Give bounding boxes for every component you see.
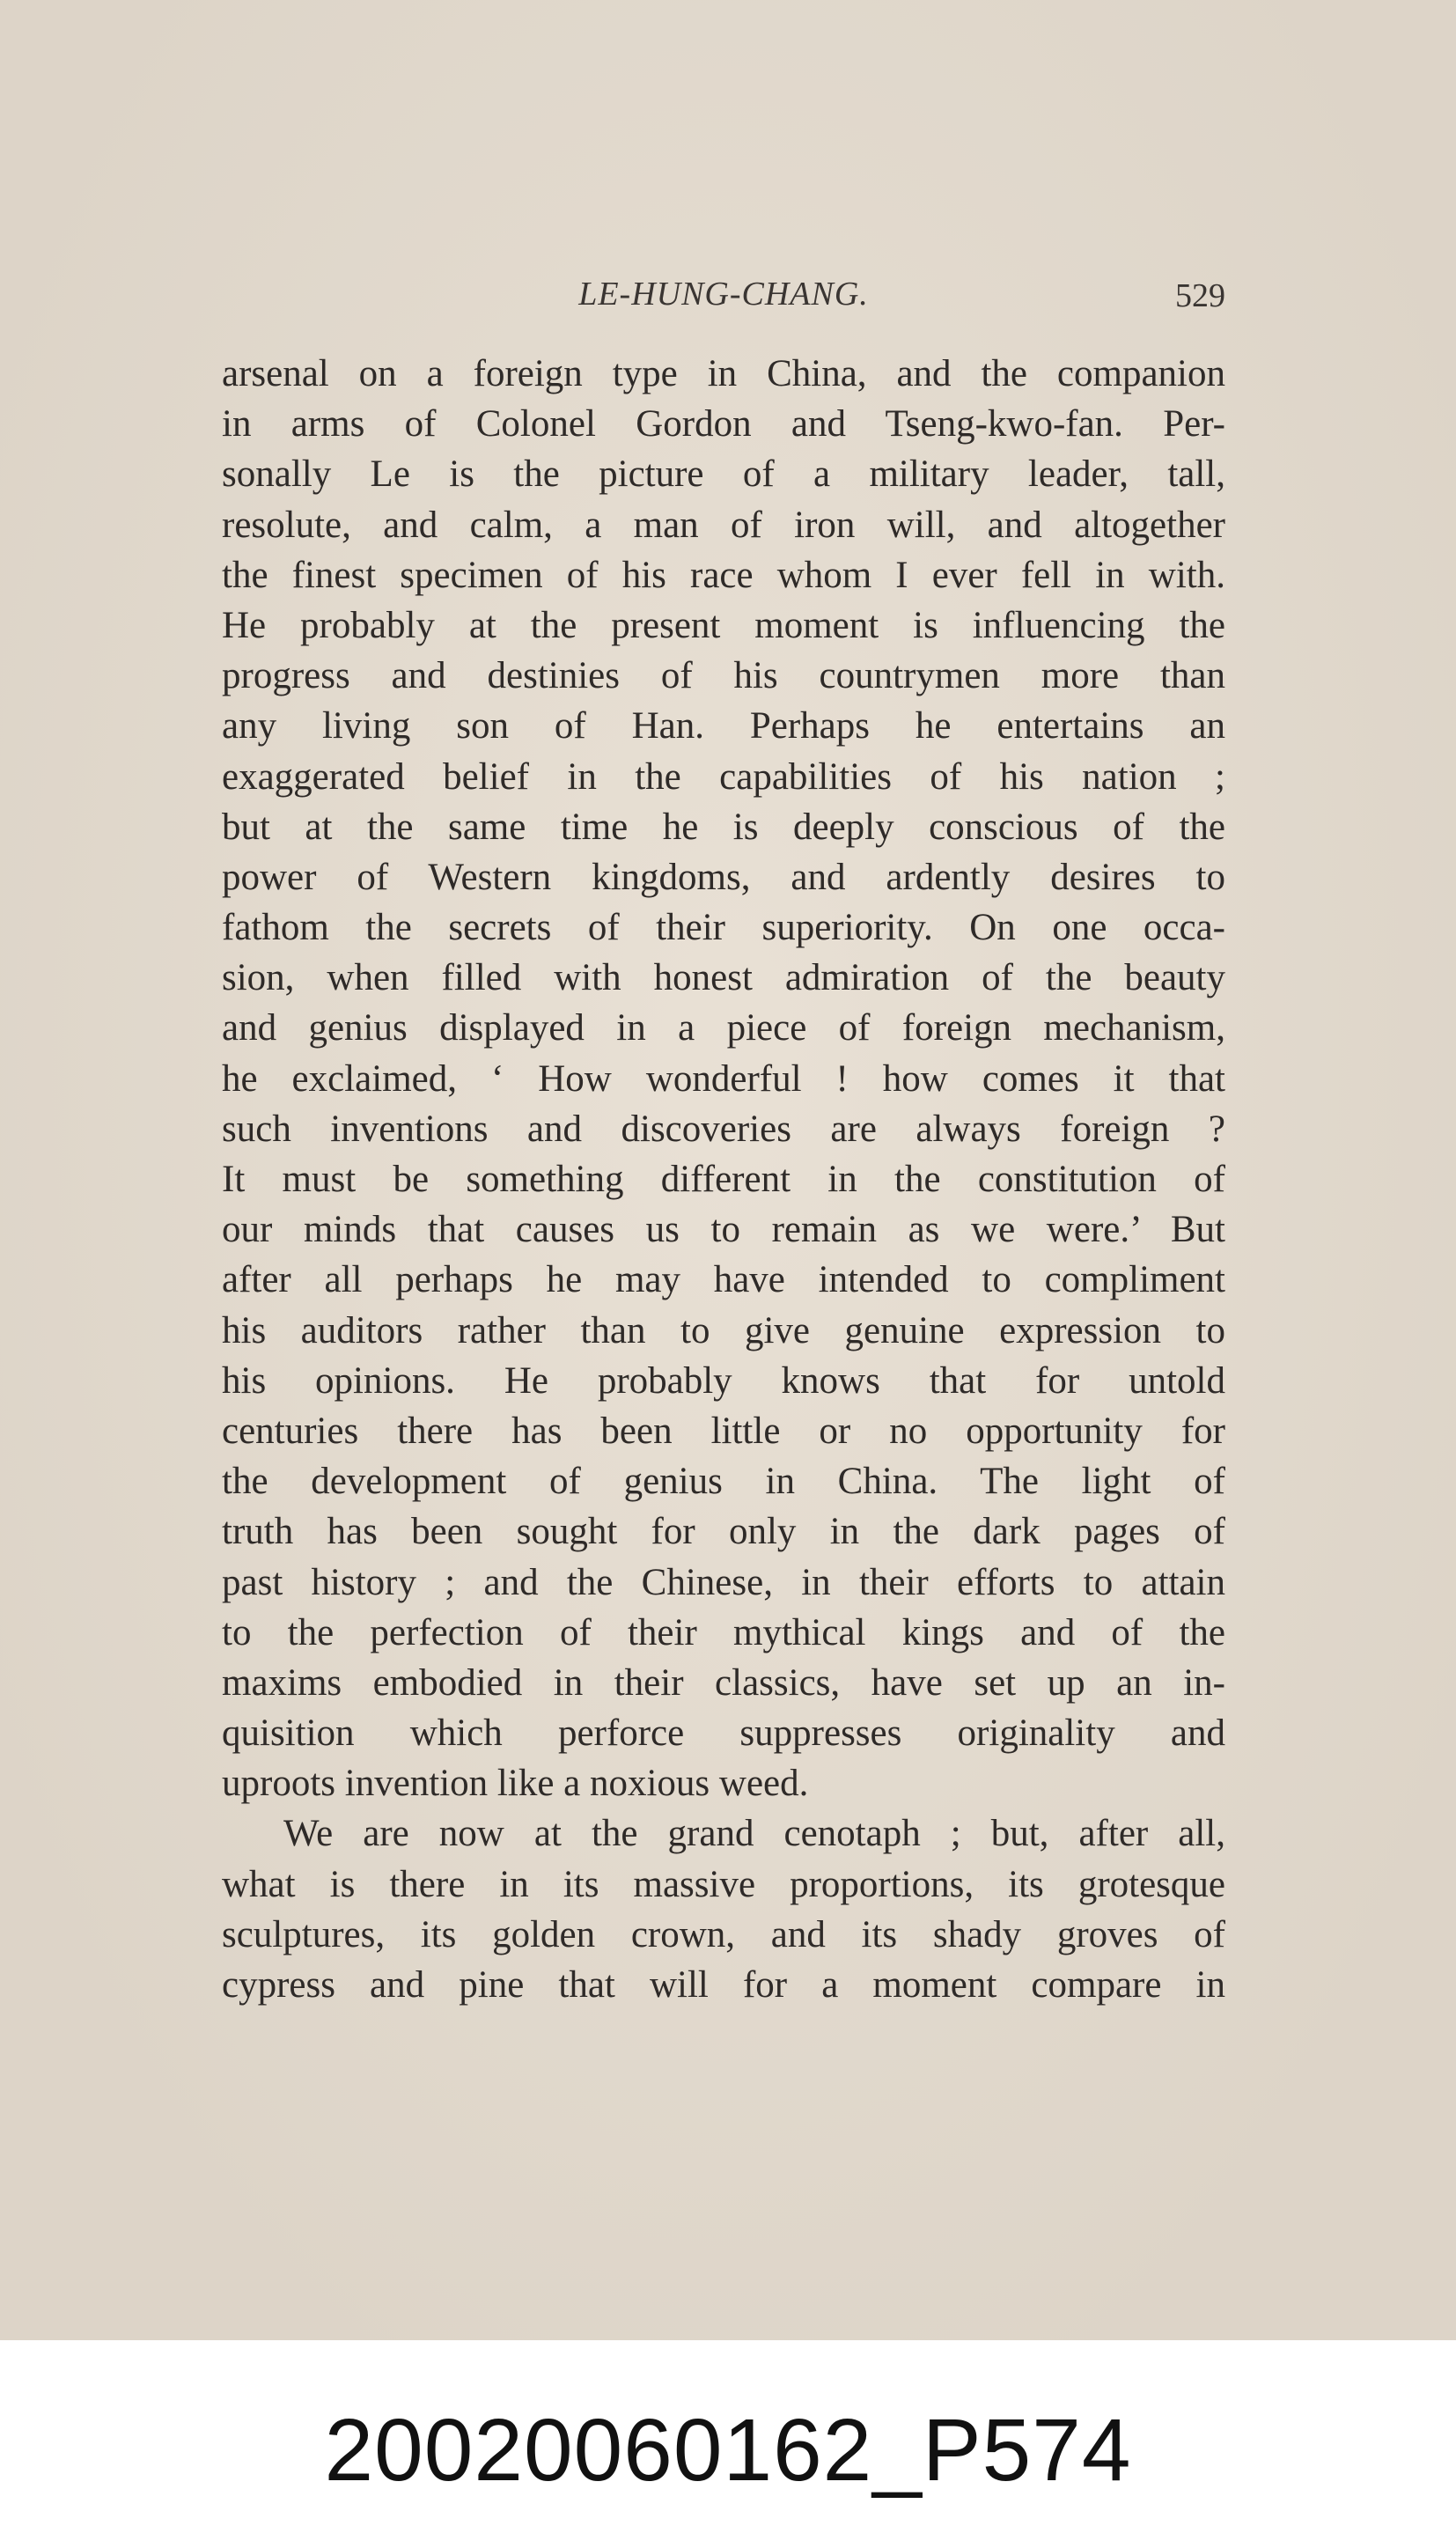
text-line: resolute, and calm, a man of iron will, and altogether (222, 504, 1225, 546)
page-header (222, 275, 1225, 313)
text-line: fathom the secrets of their superiority. On one occa- (222, 907, 1225, 949)
text-line: the development of genius in China. The light of (222, 1461, 1225, 1503)
text-line: what is there in its massive proportions, its grotesque (222, 1863, 1225, 1905)
text-line: to the perfection of their mythical kings and of the (222, 1611, 1225, 1653)
text-line: our minds that causes us to remain as we were.’ But (222, 1209, 1225, 1251)
text-line: maxims embodied in their classics, have set up an in- (222, 1661, 1225, 1704)
text-line: the finest specimen of his race whom I ever fell in with. (222, 554, 1225, 596)
text-line: cypress and pine that will for a moment compare in (222, 1964, 1225, 2006)
text-line: sion, when filled with honest admiration of the beauty (222, 957, 1225, 999)
text-line: It must be something different in the constitution of (222, 1159, 1225, 1200)
text-line: He probably at the present moment is influencing the (222, 604, 1225, 646)
text-line: he exclaimed, ‘ How wonderful ! how comes it that (222, 1057, 1225, 1100)
caption-band (0, 2340, 1456, 2548)
text-line: and genius displayed in a piece of foreign mechanism, (222, 1007, 1225, 1049)
body-text (222, 349, 1225, 2010)
text-line: past history ; and the Chinese, in their efforts to attain (222, 1561, 1225, 1603)
text-line: his opinions. He probably knows that for untold (222, 1359, 1225, 1402)
text-line: We are now at the grand cenotaph ; but, after all, (283, 1813, 1225, 1855)
text-line: uproots invention like a noxious weed. (222, 1763, 809, 1805)
text-line: arsenal on a foreign type in China, and the companion (222, 353, 1225, 394)
running-head: LE-HUNG-CHANG. (578, 276, 869, 313)
text-line: any living son of Han. Perhaps he entertains an (222, 705, 1225, 747)
text-line: but at the same time he is deeply conscious of the (222, 806, 1225, 848)
image-caption: 20020060162_P574 (324, 2401, 1132, 2500)
text-line: after all perhaps he may have intended to compliment (222, 1259, 1225, 1301)
text-line: sculptures, its golden crown, and its shady groves of (222, 1913, 1225, 1955)
text-line: in arms of Colonel Gordon and Tseng-kwo-fan. Per- (222, 403, 1225, 446)
page-number: 529 (1175, 277, 1225, 314)
text-line: his auditors rather than to give genuine expression to (222, 1309, 1225, 1351)
text-line: power of Western kingdoms, and ardently desires to (222, 856, 1225, 898)
text-line: quisition which perforce suppresses originality and (222, 1712, 1225, 1755)
text-line: progress and destinies of his countrymen more than (222, 655, 1225, 697)
text-line: truth has been sought for only in the dark pages of (222, 1511, 1225, 1553)
text-line: such inventions and discoveries are always foreign ? (222, 1108, 1225, 1150)
text-line: exaggerated belief in the capabilities of his nation ; (222, 755, 1225, 798)
text-line: centuries there has been little or no opportunity for (222, 1410, 1225, 1452)
text-line: sonally Le is the picture of a military leader, tall, (222, 453, 1225, 496)
